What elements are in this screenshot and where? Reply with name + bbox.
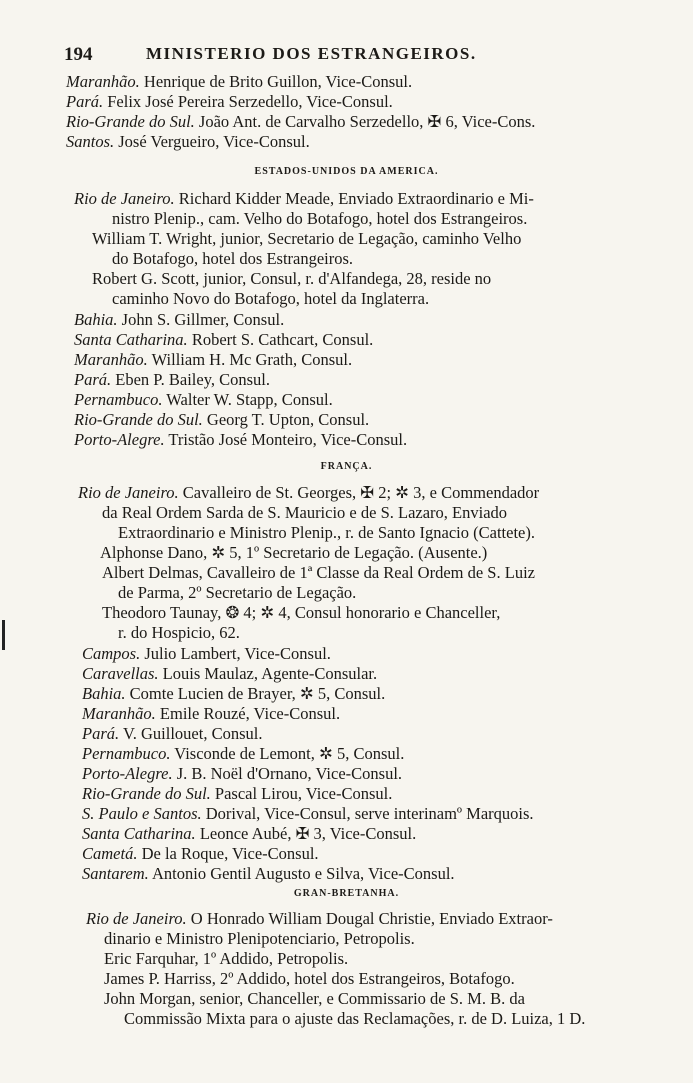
place-name: Campos.: [82, 644, 141, 663]
text-line: [112, 209, 527, 229]
entry-text: caminho Novo do Botafogo, hotel da Inglaterra.: [112, 289, 430, 308]
place-name: Bahia.: [74, 310, 118, 329]
place-name: Santa Catharina.: [82, 824, 196, 843]
text-line: [82, 704, 340, 724]
entry-text: r. do Hospicio, 62.: [118, 623, 240, 642]
place-name: Bahia.: [82, 684, 126, 703]
place-name: Porto-Alegre.: [74, 430, 165, 449]
place-name: Pará.: [82, 724, 120, 743]
text-line: [104, 929, 415, 949]
text-line: [74, 330, 373, 350]
entry-text: nistro Plenip., cam. Velho do Botafogo, hotel dos Estrangeiros.: [112, 209, 528, 228]
text-line: [104, 989, 525, 1009]
place-name: Maranhão.: [82, 704, 156, 723]
place-name: Santos.: [66, 132, 115, 151]
entry-text: Walter W. Stapp, Consul.: [162, 390, 333, 409]
entry-text: da Real Ordem Sarda de S. Mauricio e de S. Lazaro, Enviado: [102, 503, 508, 522]
entry-text: Theodoro Taunay, ❂ 4; ✲ 4, Consul honorario e Chanceller,: [102, 603, 501, 622]
entry-text: Emile Rouzé, Vice-Consul.: [155, 704, 341, 723]
place-name: Rio-Grande do Sul.: [66, 112, 195, 131]
place-name: Maranhão.: [74, 350, 148, 369]
place-name: Rio-Grande do Sul.: [74, 410, 203, 429]
place-name: Rio de Janeiro.: [86, 909, 187, 928]
text-line: [74, 370, 270, 390]
page-header: [64, 44, 664, 66]
entry-text: Robert G. Scott, junior, Consul, r. d'Alfandega, 28, reside no: [92, 269, 492, 288]
entry-text: Louis Maulaz, Agente-Consular.: [158, 664, 378, 683]
entry-text: Eben P. Bailey, Consul.: [111, 370, 271, 389]
entry-text: dinario e Ministro Plenipotenciario, Petropolis.: [104, 929, 415, 948]
entry-text: Tristão José Monteiro, Vice-Consul.: [164, 430, 408, 449]
entry-text: Alphonse Dano, ✲ 5, 1º Secretario de Legação. (Ausente.): [100, 543, 488, 562]
entry-text: Felix José Pereira Serzedello, Vice-Consul.: [103, 92, 393, 111]
text-line: [82, 784, 392, 804]
text-line: [104, 949, 348, 969]
entry-text: Julio Lambert, Vice-Consul.: [140, 644, 331, 663]
place-name: Santarem.: [82, 864, 149, 883]
place-name: S. Paulo e Santos.: [82, 804, 202, 823]
entry-text: James P. Harriss, 2º Addido, hotel dos Estrangeiros, Botafogo.: [104, 969, 515, 988]
entry-text: Comte Lucien de Brayer, ✲ 5, Consul.: [125, 684, 386, 703]
page-number: 194: [64, 44, 93, 65]
entry-text: William H. Mc Grath, Consul.: [147, 350, 353, 369]
text-line: [82, 684, 385, 704]
text-line: [74, 310, 284, 330]
place-name: Rio de Janeiro.: [74, 189, 175, 208]
text-line: [82, 844, 319, 864]
text-line: [74, 350, 352, 370]
text-line: [92, 269, 491, 289]
section-heading: ESTADOS-UNIDOS DA AMERICA.: [254, 166, 439, 177]
text-line: [102, 503, 507, 523]
entry-text: William T. Wright, junior, Secretario de Legação, caminho Velho: [92, 229, 522, 248]
place-name: Porto-Alegre.: [82, 764, 173, 783]
text-line: [66, 72, 412, 92]
entry-text: do Botafogo, hotel dos Estrangeiros.: [112, 249, 354, 268]
text-line: [66, 132, 310, 152]
section-heading: GRAN-BRETANHA.: [293, 888, 400, 899]
text-line: [74, 189, 534, 209]
text-line: [102, 563, 535, 583]
entry-text: Pascal Lirou, Vice-Consul.: [210, 784, 393, 803]
margin-mark: [2, 620, 5, 650]
place-name: Cametá.: [82, 844, 138, 863]
place-name: Caravellas.: [82, 664, 159, 683]
text-line: [66, 112, 535, 132]
entry-text: Visconde de Lemont, ✲ 5, Consul.: [170, 744, 405, 763]
entry-text: Georg T. Upton, Consul.: [202, 410, 370, 429]
entry-text: V. Guillouet, Consul.: [119, 724, 263, 743]
entry-text: John S. Gillmer, Consul.: [117, 310, 285, 329]
entry-text: João Ant. de Carvalho Serzedello, ✠ 6, Vice-Cons.: [194, 112, 536, 131]
entry-text: Dorival, Vice-Consul, serve interinamº Marquois.: [201, 804, 534, 823]
entry-text: J. B. Noël d'Ornano, Vice-Consul.: [172, 764, 403, 783]
place-name: Pernambuco.: [74, 390, 163, 409]
text-line: [82, 644, 331, 664]
text-line: [124, 1009, 585, 1029]
place-name: Maranhão.: [66, 72, 140, 91]
entry-text: Commissão Mixta para o ajuste das Reclamações, r. de D. Luiza, 1 D.: [124, 1009, 586, 1028]
text-line: [74, 410, 369, 430]
entry-text: O Honrado William Dougal Christie, Enviado Extraor-: [186, 909, 553, 928]
text-line: [74, 430, 407, 450]
entry-text: Eric Farquhar, 1º Addido, Petropolis.: [104, 949, 349, 968]
text-line: [86, 909, 553, 929]
entry-text: de Parma, 2º Secretario de Legação.: [118, 583, 357, 602]
text-line: [112, 249, 353, 269]
running-title: MINISTERIO DOS ESTRANGEIROS.: [146, 44, 477, 63]
entry-text: Leonce Aubé, ✠ 3, Vice-Consul.: [195, 824, 417, 843]
text-line: [118, 523, 535, 543]
text-line: [118, 583, 356, 603]
place-name: Santa Catharina.: [74, 330, 188, 349]
entry-text: Antonio Gentil Augusto e Silva, Vice-Consul.: [148, 864, 455, 883]
entry-text: Henrique de Brito Guillon, Vice-Consul.: [139, 72, 413, 91]
text-line: [104, 969, 515, 989]
place-name: Pará.: [66, 92, 104, 111]
place-name: Rio de Janeiro.: [78, 483, 179, 502]
text-line: [82, 824, 416, 844]
entry-text: Cavalleiro de St. Georges, ✠ 2; ✲ 3, e Commendador: [178, 483, 540, 502]
section-heading: FRANÇA.: [320, 461, 373, 472]
entry-text: De la Roque, Vice-Consul.: [137, 844, 319, 863]
entry-text: Albert Delmas, Cavalleiro de 1ª Classe da Real Ordem de S. Luiz: [102, 563, 535, 582]
text-line: [118, 623, 240, 643]
place-name: Pernambuco.: [82, 744, 171, 763]
text-line: [74, 390, 333, 410]
entry-text: Extraordinario e Ministro Plenip., r. de Santo Ignacio (Cattete).: [118, 523, 535, 542]
text-line: [78, 483, 539, 503]
entry-text: John Morgan, senior, Chanceller, e Commissario de S. M. B. da: [104, 989, 525, 1008]
text-line: [92, 229, 521, 249]
place-name: Pará.: [74, 370, 112, 389]
text-line: [100, 543, 487, 563]
text-line: [66, 92, 393, 112]
text-line: [82, 724, 262, 744]
place-name: Rio-Grande do Sul.: [82, 784, 211, 803]
entry-text: José Vergueiro, Vice-Consul.: [114, 132, 310, 151]
text-line: [82, 804, 534, 824]
text-line: [82, 764, 402, 784]
entry-text: Richard Kidder Meade, Enviado Extraordinario e Mi-: [174, 189, 534, 208]
text-line: [102, 603, 500, 623]
entry-text: Robert S. Cathcart, Consul.: [187, 330, 374, 349]
text-line: [112, 289, 429, 309]
text-line: [82, 744, 404, 764]
text-line: [82, 664, 377, 684]
text-line: [82, 864, 455, 884]
